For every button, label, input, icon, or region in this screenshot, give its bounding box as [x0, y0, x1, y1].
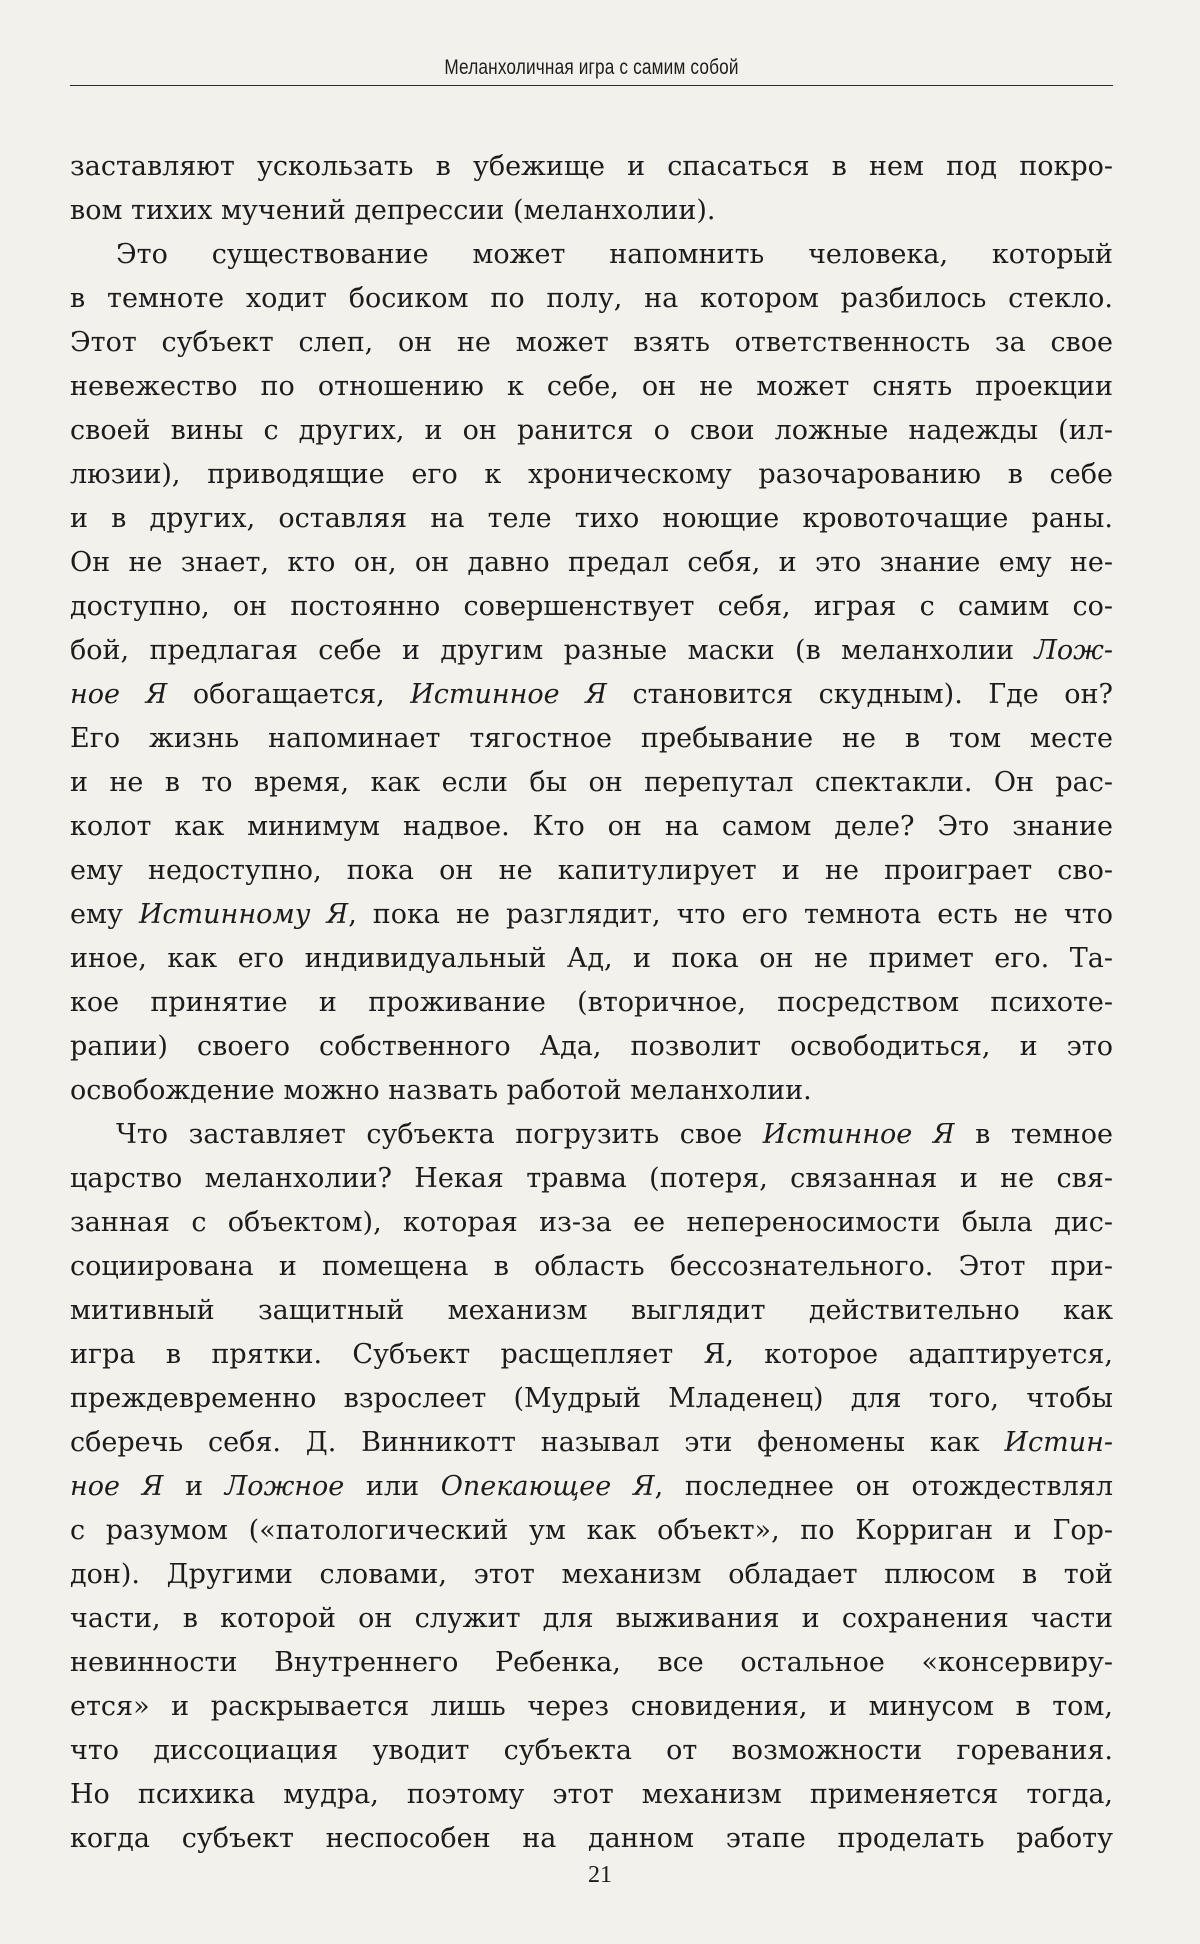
text-line: Что заставляет субъекта погрузить свое Истинное Я в темное [116, 1119, 1113, 1150]
text-line: дон). Другими словами, этот механизм обладает плюсом в той [70, 1559, 1113, 1590]
text-line: иное, как его индивидуальный Ад, и пока он не примет его. Та- [70, 943, 1113, 974]
text-line: что диссоциация уводит субъекта от возможности горевания. [70, 1735, 1113, 1766]
text-line: царство меланхолии? Некая травма (потеря, связанная и не свя- [70, 1163, 1113, 1194]
text-line: когда субъект неспособен на данном этапе проделать работу [70, 1823, 1113, 1854]
text-line: сберечь себя. Д. Винникотт называл эти феномены как Истин- [70, 1427, 1113, 1458]
italic-term: Лож- [1034, 635, 1113, 666]
text-line: ему недоступно, пока он не капитулирует и не проиграет сво- [70, 855, 1113, 886]
text-line: невежество по отношению к себе, он не может снять проекции [70, 371, 1113, 402]
italic-term: Ложное [224, 1471, 345, 1502]
running-header: Меланхоличная игра с самим собой [444, 56, 739, 79]
italic-term: Истин- [1004, 1427, 1113, 1458]
text-line: заставляют ускользать в убежище и спасаться в нем под покро- [70, 151, 1113, 182]
text-line: ное Я обогащается, Истинное Я становится скудным). Где он? [70, 679, 1113, 710]
text-line: Это существование может напомнить человека, который [116, 239, 1113, 270]
italic-term: Опекающее Я [440, 1471, 655, 1502]
text-line: люзии), приводящие его к хроническому разочарованию в себе [70, 459, 1113, 490]
text-line: бой, предлагая себе и другим разные маски (в меланхолии Лож- [70, 635, 1113, 666]
text-line: колот как минимум надвое. Кто он на самом деле? Это знание [70, 811, 1113, 842]
text-line: и не в то время, как если бы он перепутал спектакли. Он рас- [70, 767, 1113, 798]
text-line: рапии) своего собственного Ада, позволит освободиться, и это [70, 1031, 1113, 1062]
text-line: и в других, оставляя на теле тихо ноющие кровоточащие раны. [70, 503, 1113, 534]
text-line: вом тихих мучений депрессии (меланхолии). [70, 195, 716, 226]
body-text [70, 145, 1113, 1861]
italic-term: ное Я [70, 679, 168, 710]
text-line: в темноте ходит босиком по полу, на котором разбилось стекло. [70, 283, 1113, 314]
text-line: с разумом («патологический ум как объект», по Корриган и Гор- [70, 1515, 1113, 1546]
text-line: Этот субъект слеп, он не может взять ответственность за свое [70, 327, 1113, 358]
text-line: ему Истинному Я, пока не разглядит, что его темнота есть не что [70, 899, 1113, 930]
text-line: занная с объектом), которая из-за ее непереносимости была дис- [70, 1207, 1113, 1238]
text-line: своей вины с других, и он ранится о свои ложные надежды (ил- [70, 415, 1113, 446]
text-line: ное Я и Ложное или Опекающее Я, последнее он отождествлял [70, 1471, 1113, 1502]
text-line: социирована и помещена в область бессознательного. Этот при- [70, 1251, 1113, 1282]
text-line: освобождение можно назвать работой меланхолии. [70, 1075, 812, 1106]
text-line: части, в которой он служит для выживания и сохранения части [70, 1603, 1113, 1634]
text-line: митивный защитный механизм выглядит действительно как [70, 1295, 1113, 1326]
text-line: кое принятие и проживание (вторичное, посредством психоте- [70, 987, 1113, 1018]
text-line: ется» и раскрывается лишь через сновидения, и минусом в том, [70, 1691, 1113, 1722]
italic-term: Истинное Я [410, 679, 607, 710]
text-line: Он не знает, кто он, он давно предал себя, и это знание ему не- [70, 547, 1113, 578]
italic-term: ное Я [70, 1471, 164, 1502]
italic-term: Истинному Я [138, 899, 349, 930]
header-rule [70, 85, 1113, 86]
italic-term: Истинное Я [762, 1119, 955, 1150]
text-line: Но психика мудра, поэтому этот механизм применяется тогда, [70, 1779, 1113, 1810]
text-line: доступно, он постоянно совершенствует себя, играя с самим со- [70, 591, 1113, 622]
text-line: невинности Внутреннего Ребенка, все остальное «консервиру- [70, 1647, 1113, 1678]
text-line: Его жизнь напоминает тягостное пребывание не в том месте [70, 723, 1113, 754]
page-number: 21 [588, 1862, 612, 1888]
text-line: преждевременно взрослеет (Мудрый Младенец) для того, чтобы [70, 1383, 1113, 1414]
text-line: игра в прятки. Субъект расщепляет Я, которое адаптируется, [70, 1339, 1113, 1370]
